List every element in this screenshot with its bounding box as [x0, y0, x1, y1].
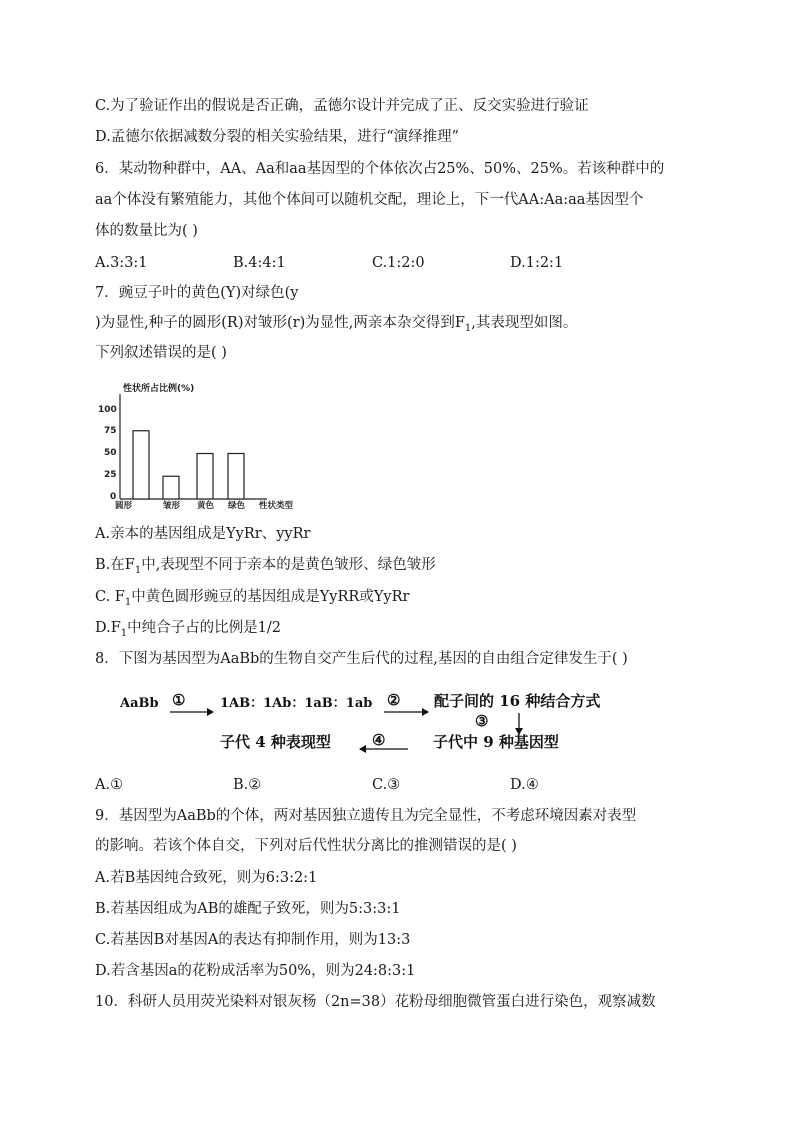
q9-option-d: D.若含基因a的花粉成活率为50%，则为24:8:3:1: [95, 963, 416, 979]
q8-option-b: B.②: [233, 777, 262, 793]
q6-stem-line-3: 体的数量比为( ): [95, 223, 198, 239]
q5-option-d: D.孟德尔依据减数分裂的相关实验结果，进行“演绎推理”: [95, 129, 460, 145]
flow-step-2-label: ②: [387, 691, 401, 709]
chart-x-tick-label: 圆形: [115, 501, 133, 511]
q9-option-c: C.若基因B对基因A的表达有抑制作用，则为13:3: [95, 932, 411, 948]
q7-stem-line-1: 7．豌豆子叶的黄色(Y)对绿色(y: [95, 285, 299, 301]
q7-stem-line-3: 下列叙述错误的是( ): [95, 345, 227, 361]
flow-step-1-label: ①: [172, 691, 186, 709]
phenotype-bar-chart: [95, 378, 325, 513]
q5-option-c: C.为了验证作出的假说是否正确，孟德尔设计并完成了正、反交实验进行验证: [95, 98, 589, 114]
chart-bar-2: [163, 476, 179, 499]
q6-stem-line-1: 6．某动物种群中，AA、Aa和aa基因型的个体依次占25%、50%、25%。若该种群中的: [95, 161, 665, 177]
chart-bar-3: [197, 454, 213, 500]
flow-step-4-label: ④: [372, 731, 386, 749]
chart-y-tick-label: 75: [104, 426, 117, 436]
flow-arrow-2-head: [422, 708, 429, 716]
flow-arrow-1-head: [207, 708, 214, 716]
chart-x-tick-label: 皱形: [163, 501, 181, 511]
flow-combinations: 配子间的 16 种结合方式: [434, 692, 601, 710]
chart-x-axis-label: 性状类型: [259, 501, 294, 511]
chart-y-tick-label: 0: [110, 492, 117, 502]
q9-option-a: A.若B基因纯合致死，则为6:3:2:1: [95, 870, 318, 886]
q6-option-b: B.4:4:1: [233, 255, 286, 271]
q9-option-b: B.若基因组成为AB的雄配子致死，则为5:3:3:1: [95, 901, 401, 917]
q6-option-a: A.3:3:1: [95, 255, 148, 271]
q7-option-c: C. $F_1$中黄色圆形豌豆的基因组成是YyRR或YyRr: [95, 589, 410, 608]
q8-option-d: D.④: [510, 777, 539, 793]
chart-y-axis-label: 性状所占比例(%): [123, 384, 195, 394]
q6-option-d: D.1:2:1: [510, 255, 564, 271]
meiosis-flow-diagram: [0, 688, 794, 758]
q7-stem-line-2: )为显性,种子的圆形(R)对皱形(r)为显性,两亲本杂交得到$F_1$,其表现型如图。: [95, 315, 578, 334]
q6-option-c: C.1:2:0: [372, 255, 425, 271]
q9-stem-line-1: 9．基因型为AaBb的个体，两对基因独立遗传且为完全显性，不考虑环境因素对表型: [95, 808, 637, 824]
q10-stem-line-1: 10．科研人员用荧光染料对银灰杨（2n=38）花粉母细胞微管蛋白进行染色，观察减数: [95, 994, 656, 1010]
chart-bar-4: [228, 454, 244, 500]
q8-stem: 8．下图为基因型为AaBb的生物自交产生后代的过程,基因的自由组合定律发生于( ): [95, 651, 628, 667]
flow-genotypes: 子代中 9 种基因型: [433, 733, 559, 751]
chart-bar-1: [133, 431, 149, 499]
q7-option-b: B.在$F_1$中,表现型不同于亲本的是黄色皱形、绿色皱形: [95, 557, 436, 576]
flow-parent-genotype: AaBb: [120, 696, 159, 711]
flow-phenotypes: 子代 4 种表现型: [220, 733, 331, 751]
q9-stem-line-2: 的影响。若该个体自交，下列对后代性状分离比的推测错误的是( ): [95, 838, 517, 854]
q7-option-a: A.亲本的基因组成是YyRr、yyRr: [95, 526, 311, 542]
q8-option-a: A.①: [95, 777, 124, 793]
flow-gametes: 1AB：1Ab：1aB：1ab: [220, 696, 373, 711]
chart-y-tick-label: 100: [98, 405, 117, 415]
flow-step-3-label: ③: [475, 712, 489, 730]
chart-x-tick-label: 绿色: [228, 501, 246, 511]
chart-y-tick-label: 50: [104, 448, 117, 458]
q8-option-c: C.③: [372, 777, 401, 793]
flow-arrow-4-head: [359, 745, 366, 753]
chart-y-tick-label: 25: [104, 470, 117, 480]
q6-stem-line-2: aa个体没有繁殖能力，其他个体间可以随机交配，理论上，下一代AA:Aa:aa基因型个: [95, 192, 644, 208]
q7-option-d: $D.F_1$中纯合子占的比例是1/2: [95, 620, 281, 639]
chart-x-tick-label: 黄色: [197, 501, 215, 511]
